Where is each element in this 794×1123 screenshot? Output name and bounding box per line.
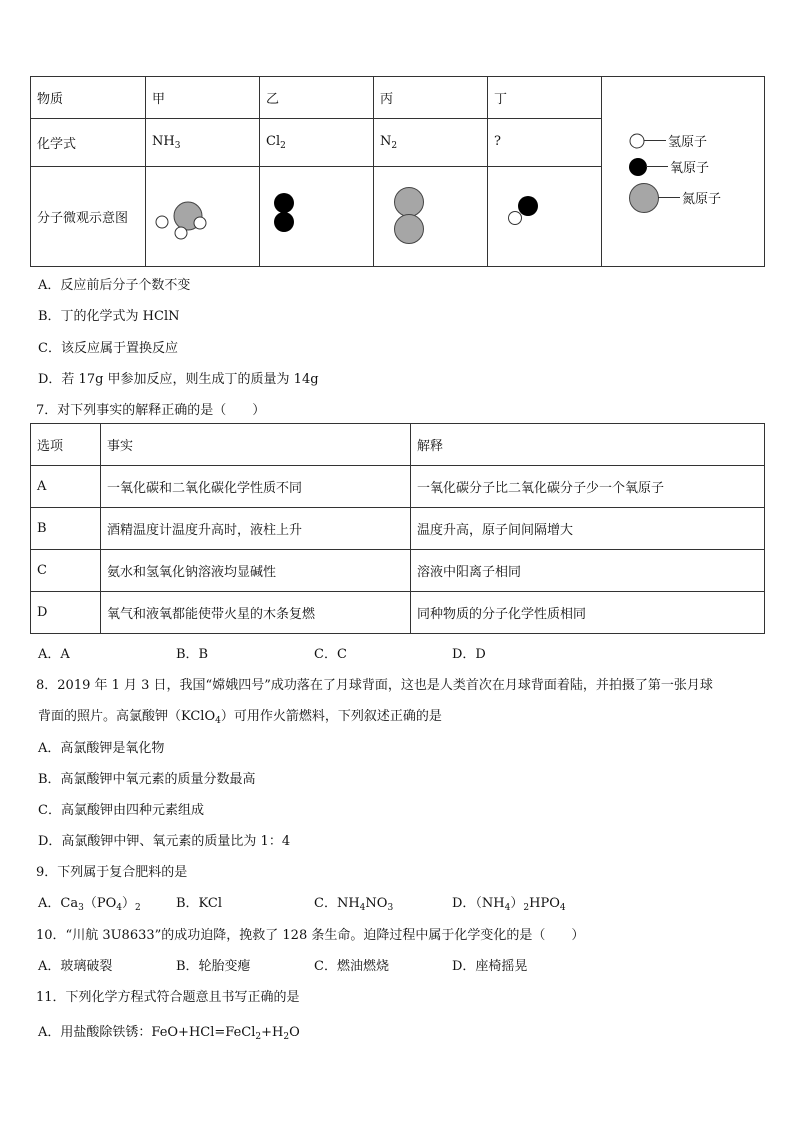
formula-ding: ? [488, 119, 602, 167]
q10-stem: 10．“川航 3U8633”的成功迫降，挽救了 128 条生命。迫降过程中属于化学变化的是（ ） [36, 928, 585, 943]
q7-cell: C [31, 550, 101, 592]
q8-stem-line2: 背面的照片。高氯酸钾（KClO$_4$）可用作火箭燃料，下列叙述正确的是 [38, 709, 442, 726]
formula-jia: $NH_3$ [146, 119, 260, 167]
legend-oxygen [628, 154, 764, 180]
diagram-ding [488, 167, 602, 267]
q7-cell: 氨水和氢氧化钠溶液均显碱性 [101, 550, 411, 592]
q7-cell: 同种物质的分子化学性质相同 [411, 592, 765, 634]
q7-cell: A [31, 466, 101, 508]
q9-option-b: B．KCl [176, 896, 223, 911]
q7-option-c: C．C [314, 647, 347, 662]
q7-cell: B [31, 508, 101, 550]
q9-option-d: D．$(NH_4)_2HPO_4$ [452, 896, 566, 913]
q10-option-b: B．轮胎变瘪 [176, 959, 251, 974]
diagram-jia [146, 167, 260, 267]
q11-option-a: A．用盐酸除铁锈：$FeO+HCl=FeCl_2+H_2O$ [38, 1025, 300, 1042]
row-label-substance: 物质 [31, 77, 146, 119]
q8-stem-line1: 8．2019 年 1 月 3 日，我国“嫦娥四号”成功落在了月球背面，这也是人类首次在月球背面着陆，并拍摄了第一张月球 [36, 678, 713, 693]
formula-yi: $Cl_2$ [260, 119, 374, 167]
ammonia-molecule-icon [152, 185, 252, 245]
legend-hydrogen [628, 128, 764, 154]
q7-header-explanation: 解释 [411, 424, 765, 466]
oxygen-atom-icon [628, 157, 648, 177]
table-row [31, 550, 765, 592]
nitrogen-atom-icon [628, 182, 660, 214]
substance-jia: 甲 [146, 77, 260, 119]
q7-option-d: D．D [452, 647, 486, 662]
q6-option-a: A．反应前后分子个数不变 [38, 278, 191, 293]
q7-option-b: B．B [176, 647, 209, 662]
row-label-formula: 化学式 [31, 119, 146, 167]
q7-cell: 酒精温度计温度升高时，液柱上升 [101, 508, 411, 550]
q10-option-a: A．玻璃破裂 [38, 959, 113, 974]
diagram-yi [260, 167, 374, 267]
q9-option-c: C．$NH_4NO_3$ [314, 896, 394, 913]
substance-ding: 丁 [488, 77, 602, 119]
diagram-bing [374, 167, 488, 267]
atom-legend [602, 77, 765, 267]
q6-option-d: D．若 17g 甲参加反应，则生成丁的质量为 14g [38, 372, 319, 387]
q7-cell: 氧气和液氧都能使带火星的木条复燃 [101, 592, 411, 634]
legend-label-hydrogen: 氢原子 [668, 135, 708, 150]
q7-cell: 一氧化碳和二氧化碳化学性质不同 [101, 466, 411, 508]
q7-option-a: A．A [38, 647, 70, 662]
q6-option-c: C．该反应属于置换反应 [38, 341, 178, 356]
table-row [31, 592, 765, 634]
molecule-table [30, 76, 765, 267]
q6-option-b: B．丁的化学式为 HClN [38, 309, 180, 324]
q8-option-a: A．高氯酸钾是氧化物 [38, 741, 165, 756]
nitrogen-molecule-icon [380, 182, 480, 248]
q7-cell: D [31, 592, 101, 634]
q8-option-b: B．高氯酸钾中氧元素的质量分数最高 [38, 772, 256, 787]
q9-option-a: A．$Ca_3(PO_4)_2$ [38, 896, 141, 913]
substance-bing: 丙 [374, 77, 488, 119]
table-row [31, 466, 765, 508]
substance-yi: 乙 [260, 77, 374, 119]
q10-option-c: C．燃油燃烧 [314, 959, 389, 974]
q7-cell: 溶液中阳离子相同 [411, 550, 765, 592]
formula-bing: $N_2$ [374, 119, 488, 167]
chlorine-molecule-icon [266, 185, 366, 245]
q9-stem: 9．下列属于复合肥料的是 [36, 865, 188, 880]
q7-header-fact: 事实 [101, 424, 411, 466]
q7-table [30, 423, 765, 634]
row-label-diagram: 分子微观示意图 [31, 167, 146, 267]
q7-cell: 温度升高，原子间间隔增大 [411, 508, 765, 550]
q8-option-c: C．高氯酸钾由四种元素组成 [38, 803, 204, 818]
unknown-molecule-icon [494, 185, 594, 245]
q10-option-d: D．座椅摇晃 [452, 959, 528, 974]
q11-stem: 11．下列化学方程式符合题意且书写正确的是 [36, 990, 300, 1005]
q8-option-d: D．高氯酸钾中钾、氧元素的质量比为 1：4 [38, 834, 291, 849]
legend-label-oxygen: 氧原子 [670, 161, 710, 176]
q7-header-option: 选项 [31, 424, 101, 466]
legend-label-nitrogen: 氮原子 [682, 192, 722, 207]
table-row [31, 508, 765, 550]
q7-cell: 一氧化碳分子比二氧化碳分子少一个氧原子 [411, 466, 765, 508]
legend-nitrogen [628, 180, 764, 216]
q7-stem: 7．对下列事实的解释正确的是（ ） [36, 403, 266, 418]
